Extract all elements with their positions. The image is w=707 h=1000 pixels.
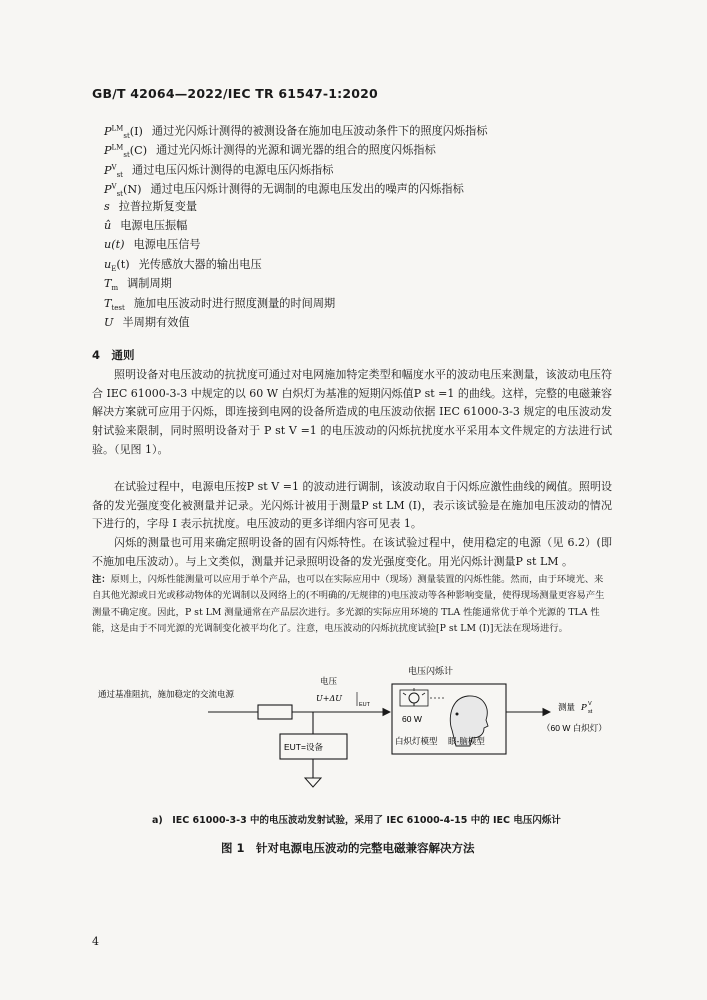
symbol: s bbox=[104, 199, 110, 213]
paragraph: 在试验过程中，电源电压按P st V =1 的波动进行调制，该波动取自于闪烁应激性曲线的阈值。照明设备的发光强度变化被测量并记录。光闪烁计被用于测量P st LM (I)，表示该试验是在施加电压波动的情况下进行的，字母 I 表示抗扰度。电压波动的更多详细内容可见表 1。 bbox=[92, 480, 612, 531]
ground-symbol bbox=[305, 778, 321, 787]
measure-sup: V bbox=[588, 701, 592, 707]
reference-impedance-box bbox=[258, 705, 292, 719]
lamp-model-label: 白炽灯模型 bbox=[395, 736, 438, 746]
symbol: û bbox=[104, 218, 112, 232]
symbol: $P^V_{st}$ bbox=[104, 162, 123, 179]
symbol-row bbox=[104, 235, 624, 254]
measure-note: （60 W 白炽灯） bbox=[542, 723, 607, 733]
symbol-list bbox=[104, 119, 624, 332]
symbol-row bbox=[104, 255, 624, 274]
symbol: U bbox=[104, 315, 114, 329]
source-label: 通过基准阻抗，施加稳定的交流电源 bbox=[98, 689, 235, 699]
lamp-icon bbox=[403, 688, 425, 706]
symbol-row bbox=[104, 197, 624, 216]
symbol-definition: 通过电压闪烁计测得的电源电压闪烁指标 bbox=[132, 163, 334, 177]
symbol-row bbox=[104, 216, 624, 235]
measure-sub: st bbox=[588, 709, 593, 715]
eye-model-label: 眼-脑模型 bbox=[448, 736, 485, 746]
symbol-definition: 通过电压闪烁计测得的无调制的电源电压发出的噪声的闪烁指标 bbox=[150, 182, 464, 196]
eut-subscript: EUT bbox=[359, 702, 370, 708]
voltage-label: 电压 bbox=[320, 676, 338, 686]
symbol: $P^V_{st}(N)$ bbox=[104, 182, 142, 199]
measure-label: 测量 bbox=[558, 702, 576, 712]
measure-symbol: P bbox=[581, 703, 587, 713]
note-label: 注： bbox=[92, 574, 111, 585]
symbol-row bbox=[104, 119, 624, 138]
symbol: $u_E(t)$ bbox=[104, 257, 130, 273]
symbol-definition: 电源电压信号 bbox=[133, 238, 201, 252]
symbol-row bbox=[104, 158, 624, 177]
symbol-definition: 施加电压波动时进行照度测量的时间周期 bbox=[133, 296, 336, 310]
figure-caption: 图 1 针对电源电压波动的完整电磁兼容解决方法 bbox=[221, 841, 475, 855]
symbol-definition: 电源电压振幅 bbox=[120, 218, 188, 232]
note bbox=[92, 572, 612, 638]
symbol-definition: 通过光闪烁计测得的被测设备在施加电压波动条件下的照度闪烁指标 bbox=[151, 124, 488, 138]
symbol: u(t) bbox=[104, 238, 125, 252]
symbol-row bbox=[104, 274, 624, 293]
lamp-power: 60 W bbox=[402, 714, 422, 724]
symbol: $P^{LM}_{st}(I)$ bbox=[104, 124, 143, 140]
symbol: $T_m$ bbox=[104, 277, 119, 293]
symbol-definition: 半周期有效值 bbox=[122, 315, 190, 329]
symbol: $T_{test}$ bbox=[104, 296, 125, 312]
figure-1-diagram bbox=[90, 658, 620, 806]
symbol-row bbox=[104, 313, 624, 332]
paragraph: 闪烁的测量也可用来确定照明设备的固有闪烁特性。在该试验过程中，使用稳定的电源（见 6.2）(即不施加电压波动）。与上文类似，测量并记录照明设备的发光强度变化。用光闪烁计测量P st LM 。 bbox=[92, 536, 612, 568]
symbol-row bbox=[104, 138, 624, 160]
symbol-definition: 光传感放大器的输出电压 bbox=[138, 257, 262, 271]
symbol: $P^{LM}_{st}(C)$ bbox=[104, 143, 148, 160]
eut-box-label: EUT=设备 bbox=[284, 742, 323, 752]
note-text: 原则上，闪烁性能测量可以应用于单个产品，也可以在实际应用中（现场）测量装置的闪烁性能。然而，由于环境光、来自其他光源或日光或移动物体的光调制以及网络上的(不明确的/无规律的)电压波动等各种影响变量，使得现场测量更容易产生测量不确定度。因此，P st LM 测量通常在产品层次进行。多光源的实际应用环境的 TLA 性能通常优于单个光源的 TLA 性能，这是由于不同光源的光调制变化被平均化了。注意，电压波动的闪烁抗扰度试验[P st LM (I)]无法在现场进行。 bbox=[92, 574, 605, 635]
symbol-definition: 调制周期 bbox=[127, 277, 172, 291]
figure-subcaption: a) IEC 61000-3-3 中的电压波动发射试验，采用了 IEC 61000-4-15 中的 IEC 电压闪烁计 bbox=[152, 815, 561, 826]
voltage-expression: U+ΔU bbox=[316, 694, 342, 703]
paragraph: 照明设备对电压波动的抗扰度可通过对电网施加特定类型和幅度水平的波动电压来测量，该波动电压符合 IEC 61000-3-3 中规定的以 60 W 白炽灯为基准的短期闪烁值P st =1 的曲线。这样，完整的电磁兼容解决方案就可应用于闪烁，即连接到电网的设备所造成的电压波动依据 IEC 61000-3-3 规定的电压波动发射试验来限制，同时照明设备对于 P st V =1 的电压波动的闪烁抗扰度水平采用本文件规定的方法进行试验。（见图 1）。 bbox=[92, 368, 612, 456]
standard-header: GB/T 42064—2022/IEC TR 61547-1:2020 bbox=[92, 86, 378, 101]
flickermeter-title: 电压闪烁计 bbox=[408, 666, 454, 676]
symbol-row bbox=[104, 177, 624, 199]
symbol-row bbox=[104, 294, 624, 313]
symbol-definition: 通过光闪烁计测得的光源和调光器的组合的照度闪烁指标 bbox=[156, 144, 436, 158]
symbol-definition: 拉普拉斯复变量 bbox=[118, 199, 198, 213]
page-number: 4 bbox=[92, 935, 99, 948]
section-title: 4 通则 bbox=[92, 348, 135, 362]
